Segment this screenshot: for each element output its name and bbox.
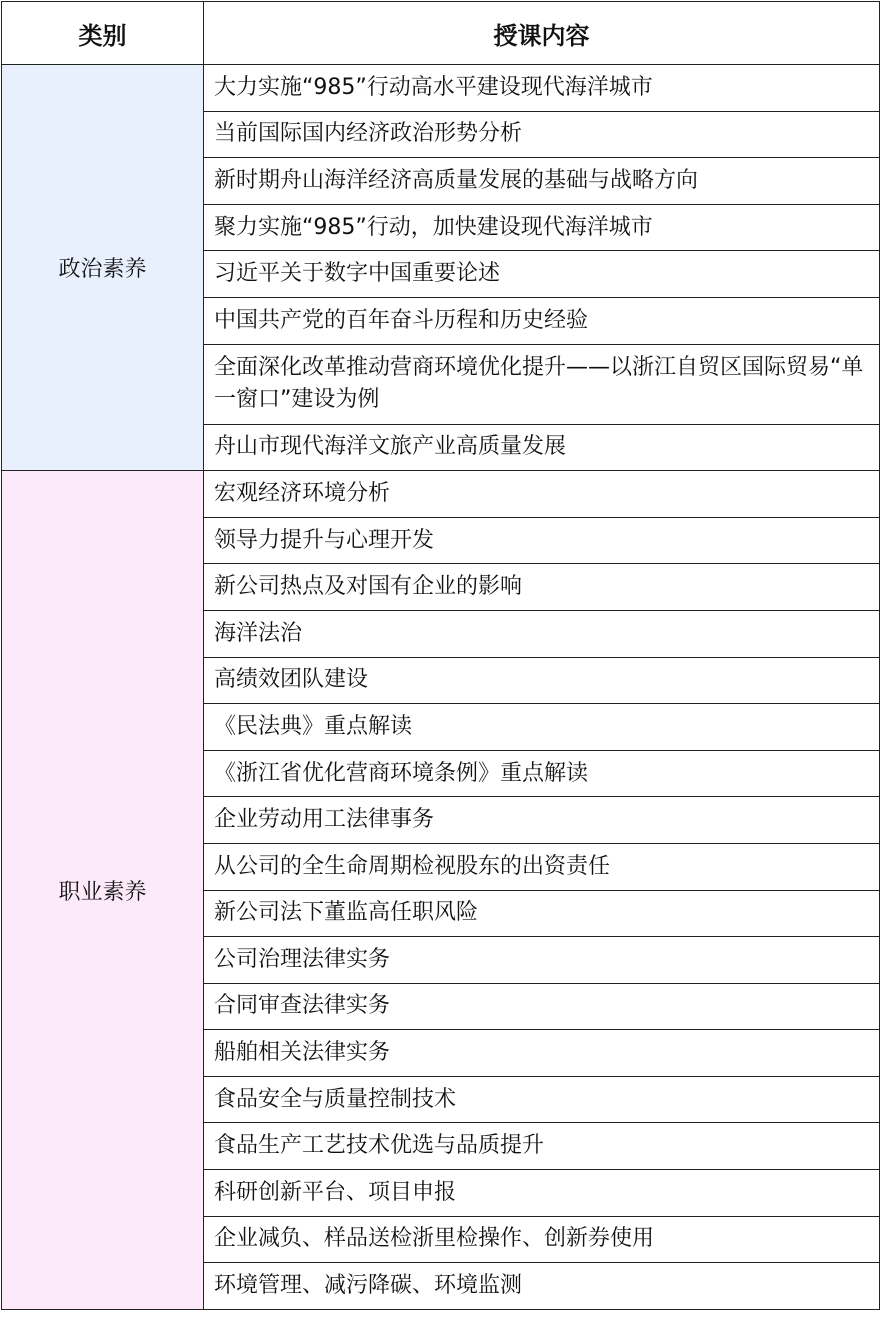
- course-cell: 中国共产党的百年奋斗历程和历史经验: [204, 297, 880, 344]
- course-cell: 全面深化改革推动营商环境优化提升——以浙江自贸区国际贸易“单一窗口”建设为例: [204, 344, 880, 424]
- course-cell: 合同审查法律实务: [204, 983, 880, 1030]
- course-cell: 新公司热点及对国有企业的影响: [204, 564, 880, 611]
- course-cell: 企业劳动用工法律事务: [204, 797, 880, 844]
- course-cell: 舟山市现代海洋文旅产业高质量发展: [204, 424, 880, 471]
- course-cell: 宏观经济环境分析: [204, 471, 880, 518]
- course-table: [1, 1, 880, 1310]
- course-cell: 大力实施“985”行动高水平建设现代海洋城市: [204, 65, 880, 112]
- course-cell: 船舶相关法律实务: [204, 1030, 880, 1077]
- course-cell: 聚力实施“985”行动，加快建设现代海洋城市: [204, 204, 880, 251]
- table-row: [2, 65, 880, 112]
- course-cell: 《浙江省优化营商环境条例》重点解读: [204, 750, 880, 797]
- course-cell: 科研创新平台、项目申报: [204, 1170, 880, 1217]
- header-category: 类别: [2, 2, 204, 65]
- category-cell: 政治素养: [2, 65, 204, 471]
- table-row: [2, 471, 880, 518]
- course-cell: 公司治理法律实务: [204, 937, 880, 984]
- course-cell: 习近平关于数字中国重要论述: [204, 251, 880, 298]
- table-body: [2, 65, 880, 1310]
- course-cell: 食品生产工艺技术优选与品质提升: [204, 1123, 880, 1170]
- course-cell: 企业减负、样品送检浙里检操作、创新券使用: [204, 1216, 880, 1263]
- course-cell: 从公司的全生命周期检视股东的出资责任: [204, 843, 880, 890]
- header-content: 授课内容: [204, 2, 880, 65]
- course-cell: 领导力提升与心理开发: [204, 517, 880, 564]
- course-cell: 食品安全与质量控制技术: [204, 1076, 880, 1123]
- course-cell: 环境管理、减污降碳、环境监测: [204, 1263, 880, 1310]
- course-cell: 新时期舟山海洋经济高质量发展的基础与战略方向: [204, 158, 880, 205]
- course-cell: 《民法典》重点解读: [204, 704, 880, 751]
- category-cell: 职业素养: [2, 471, 204, 1310]
- course-cell: 高绩效团队建设: [204, 657, 880, 704]
- course-cell: 新公司法下董监高任职风险: [204, 890, 880, 937]
- header-row: [2, 2, 880, 65]
- course-cell: 海洋法治: [204, 610, 880, 657]
- course-cell: 当前国际国内经济政治形势分析: [204, 111, 880, 158]
